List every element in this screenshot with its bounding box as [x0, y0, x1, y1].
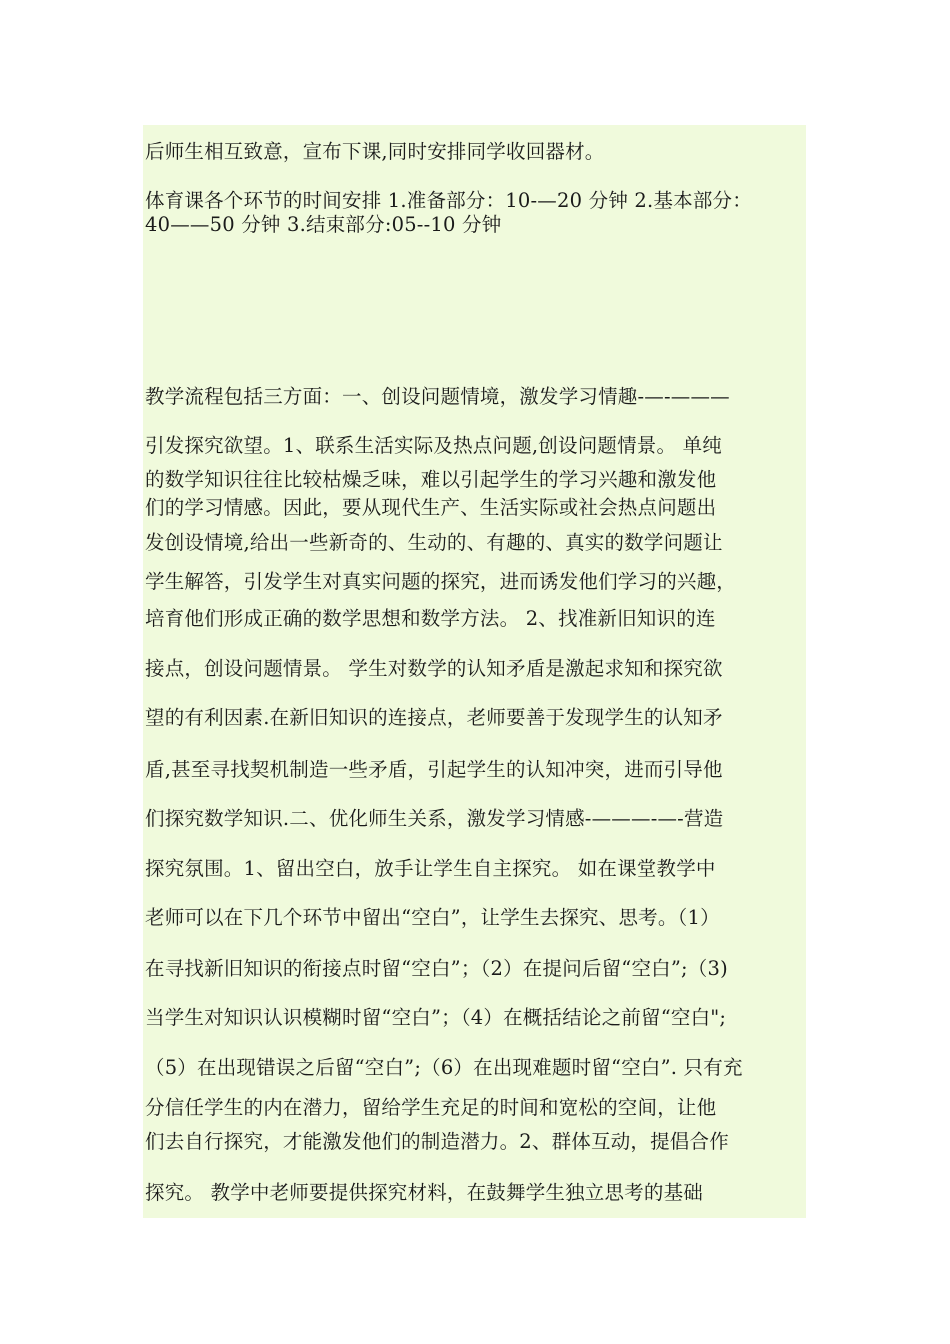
- paragraph-3-line-12: 探究氛围。1、留出空白，放手让学生自主探究。 如在课堂教学中: [145, 857, 716, 880]
- paragraph-3-line-8: 接点，创设问题情景。 学生对数学的认知矛盾是激起求知和探究欲: [145, 657, 723, 680]
- paragraph-3-line-15: 当学生对知识认识模糊时留“空白”；（4）在概括结论之前留“空白";: [145, 1006, 730, 1030]
- paragraph-3-line-13: 老师可以在下几个环节中留出“空白”，让学生去探究、思考。（1）: [145, 906, 720, 929]
- paragraph-3-line-6: 学生解答，引发学生对真实问题的探究，进而诱发他们学习的兴趣，: [145, 570, 740, 594]
- paragraph-3-line-11: 们探究数学知识.二、优化师生关系，激发学习情感-———-—-营造: [145, 807, 724, 830]
- paragraph-3-line-14: 在寻找新旧知识的衔接点时留“空白”；（2）在提问后留“空白”;（3): [145, 957, 728, 980]
- paragraph-3-line-2: 引发探究欲望。1、联系生活实际及热点问题,创设问题情景。 单纯: [145, 434, 723, 457]
- paragraph-3-line-16: （5）在出现错误之后留“空白”;（6）在出现难题时留“空白”. 只有充: [145, 1056, 743, 1079]
- paragraph-2-line-2: 40——50 分钟 3.结束部分:05--10 分钟: [145, 213, 502, 236]
- paragraph-3-line-10: 盾,甚至寻找契机制造一些矛盾，引起学生的认知冲突，进而引导他: [145, 758, 723, 781]
- paragraph-1-line: 后师生相互致意，宣布下课,同时安排同学收回器材。: [145, 140, 605, 163]
- paragraph-2-line-1: 体育课各个环节的时间安排 1.准备部分：10-—20 分钟 2.基本部分：: [145, 189, 756, 213]
- paragraph-3-line-17: 分信任学生的内在潜力，留给学生充足的时间和宽松的空间，让他: [145, 1096, 717, 1119]
- paragraph-3-line-19: 探究。 教学中老师要提供探究材料，在鼓舞学生独立思考的基础: [145, 1181, 703, 1204]
- paragraph-3-line-5: 发创设情境,给出一些新奇的、生动的、有趣的、真实的数学问题让: [145, 531, 723, 554]
- paragraph-3-line-18: 们去自行探究，才能激发他们的制造潜力。2、群体互动，提倡合作: [145, 1130, 729, 1153]
- paragraph-3-line-1: 教学流程包括三方面：一、创设问题情境，激发学习情趣-—-———: [145, 385, 730, 408]
- paragraph-3-line-4: 们的学习情感。因此，要从现代生产、生活实际或社会热点问题出: [145, 496, 717, 519]
- paragraph-3-line-3: 的数学知识往往比较枯燥乏味，难以引起学生的学习兴趣和激发他: [145, 468, 717, 491]
- paragraph-3-line-7: 培育他们形成正确的数学思想和数学方法。 2、找准新旧知识的连: [145, 607, 716, 630]
- paragraph-3-line-9: 望的有利因素.在新旧知识的连接点，老师要善于发现学生的认知矛: [145, 706, 723, 729]
